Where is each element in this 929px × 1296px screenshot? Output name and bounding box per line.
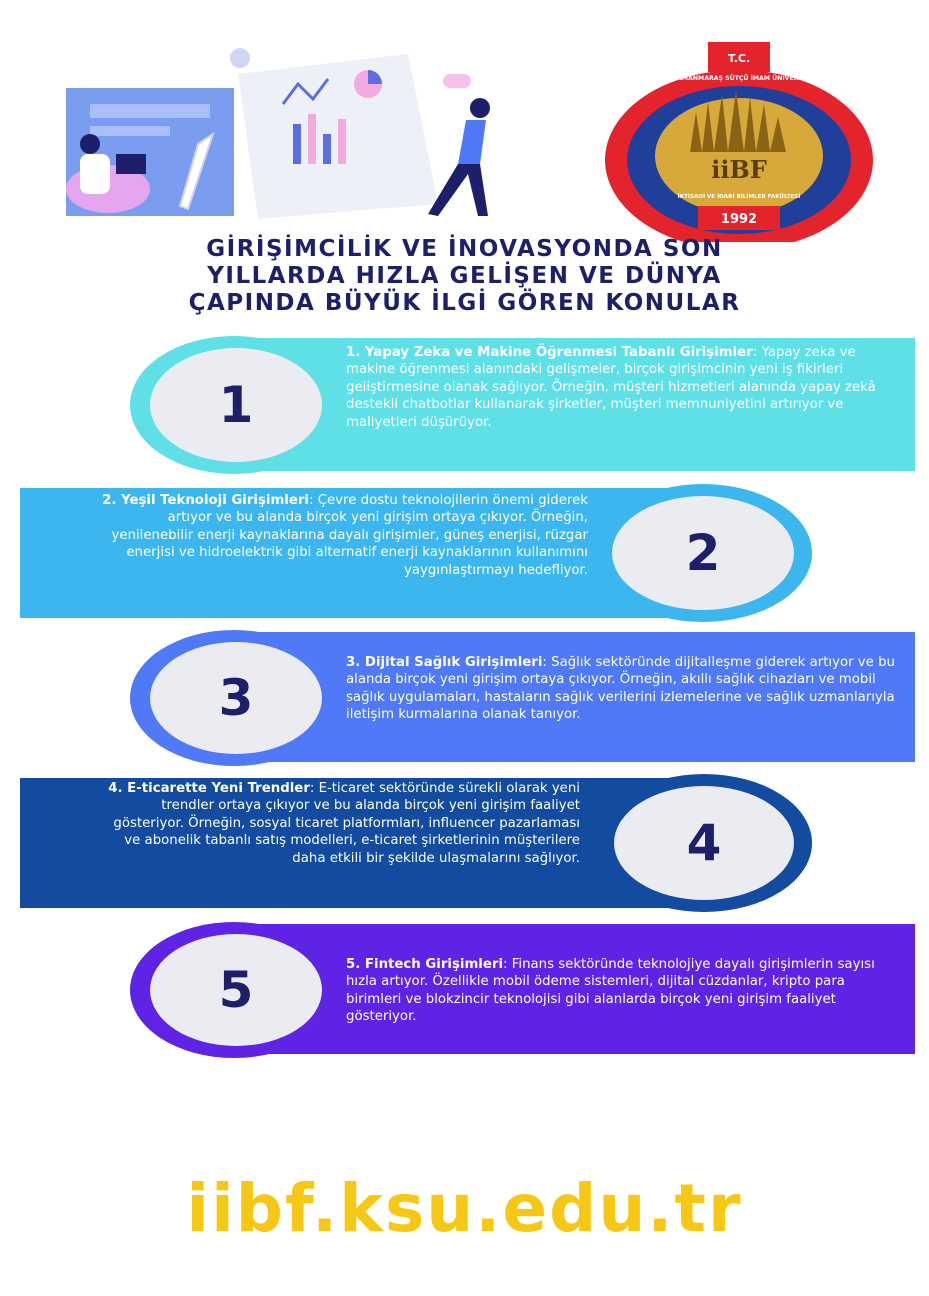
item-1-heading: 1. Yapay Zeka ve Makine Öğrenmesi Tabanlı Girişimler <box>346 345 753 360</box>
person-standing <box>470 98 490 118</box>
item-5-text <box>346 956 881 1026</box>
item-4-body: : E-ticaret sektöründe sürekli olarak yeni trendler ortaya çıkıyor ve bu alanda birçok yeni girişim faaliyet gösteriyor. Örneğin, sosyal ticaret platformları, influencer pazarlaması ve abonelik tabanlı satış modelleri, e-ticaret şirketlerinin müşterilere daha etkili bir şekilde ulaşmalarını sağlıyor. <box>113 781 580 866</box>
circle-number-4 <box>614 786 794 900</box>
title-line-1: GİRİŞİMCİLİK VE İNOVASYONDA SON <box>206 236 723 262</box>
logo-tc: T.C. <box>727 52 751 65</box>
item-2-heading: 2. Yeşil Teknoloji Girişimleri <box>102 493 309 508</box>
item-5-heading: 5. Fintech Girişimleri <box>346 957 503 972</box>
title-line-3: ÇAPINDA BÜYÜK İLGİ GÖREN KONULAR <box>188 290 741 316</box>
illustration-people-with-charts <box>48 34 508 220</box>
lightbulb-icon <box>230 48 250 68</box>
circle-number-1 <box>150 348 322 462</box>
circle-number-5 <box>150 934 322 1046</box>
item-4-text <box>96 780 580 867</box>
item-5-body: : Finans sektöründe teknolojiye dayalı girişimlerin sayısı hızla artıyor. Özellikle mobil ödeme sistemleri, dijital cüzdanlar, kripto para birimleri ve blokzincir teknolojisi gibi alanlarda birçok yeni girişim faaliyet gösteriyor. <box>346 957 875 1025</box>
title-line-2: YILLARDA HIZLA GELİŞEN VE DÜNYA <box>207 263 722 289</box>
item-3-text <box>346 654 906 724</box>
item-1-body: : Yapay zeka ve makine öğrenmesi alanındaki gelişmeler, birçok girişimcinin yeni iş fikirleri geliştirmesine olanak sağlıyor. Örneğin, müşteri hizmetleri alanında yapay zekâ destekli chatbotlar kullanarak şirketler, müşteri memnuniyetini artırıyor ve maliyetleri düşürüyor. <box>346 345 876 430</box>
item-2-text <box>100 492 588 579</box>
circle-number-3 <box>150 642 322 754</box>
item-3-body: : Sağlık sektöründe dijitalleşme giderek artıyor ve bu alanda birçok yeni girişim ortaya çıkıyor. Örneğin, akıllı sağlık cihazları ve mobil sağlık uygulamaları, hastaların sağlık verilerini izlemelerine ve sağlık uzmanlarıyla iletişim kurmalarına olanak tanıyor. <box>346 655 895 723</box>
item-1-text <box>346 344 876 431</box>
logo-monogram: iiBF <box>711 155 767 184</box>
logo-ring-text: KAHRAMANMARAŞ SÜTÇÜ İMAM ÜNİVERSİTESİ <box>657 75 821 82</box>
website-url[interactable]: iibf.ksu.edu.tr <box>186 1170 743 1247</box>
number-5: 5 <box>218 961 254 1019</box>
number-2: 2 <box>685 524 721 582</box>
number-3: 3 <box>218 669 254 727</box>
circle-number-2 <box>612 496 794 610</box>
faculty-logo <box>598 42 880 242</box>
number-1: 1 <box>218 376 254 434</box>
logo-inner-text: İKTİSADİ VE İDARİ BİLİMLER FAKÜLTESİ <box>677 194 801 200</box>
item-3-heading: 3. Dijital Sağlık Girişimleri <box>346 655 543 670</box>
number-4: 4 <box>686 814 722 872</box>
item-2-body: : Çevre dostu teknolojilerin önemi giderek artıyor ve bu alanda birçok yeni girişim ortaya çıkıyor. Örneğin, yenilenebilir enerji kaynaklarına dayalı girişimler, güneş enerjisi, rüzgar enerjisi ve hidroelektrik gibi alternatif enerji kaynaklarının kullanımını yaygınlaştırmayı hedefliyor. <box>111 493 588 578</box>
item-4-heading: 4. E-ticarette Yeni Trendler <box>108 781 310 796</box>
page-title <box>100 236 829 317</box>
logo-year: 1992 <box>720 212 758 227</box>
